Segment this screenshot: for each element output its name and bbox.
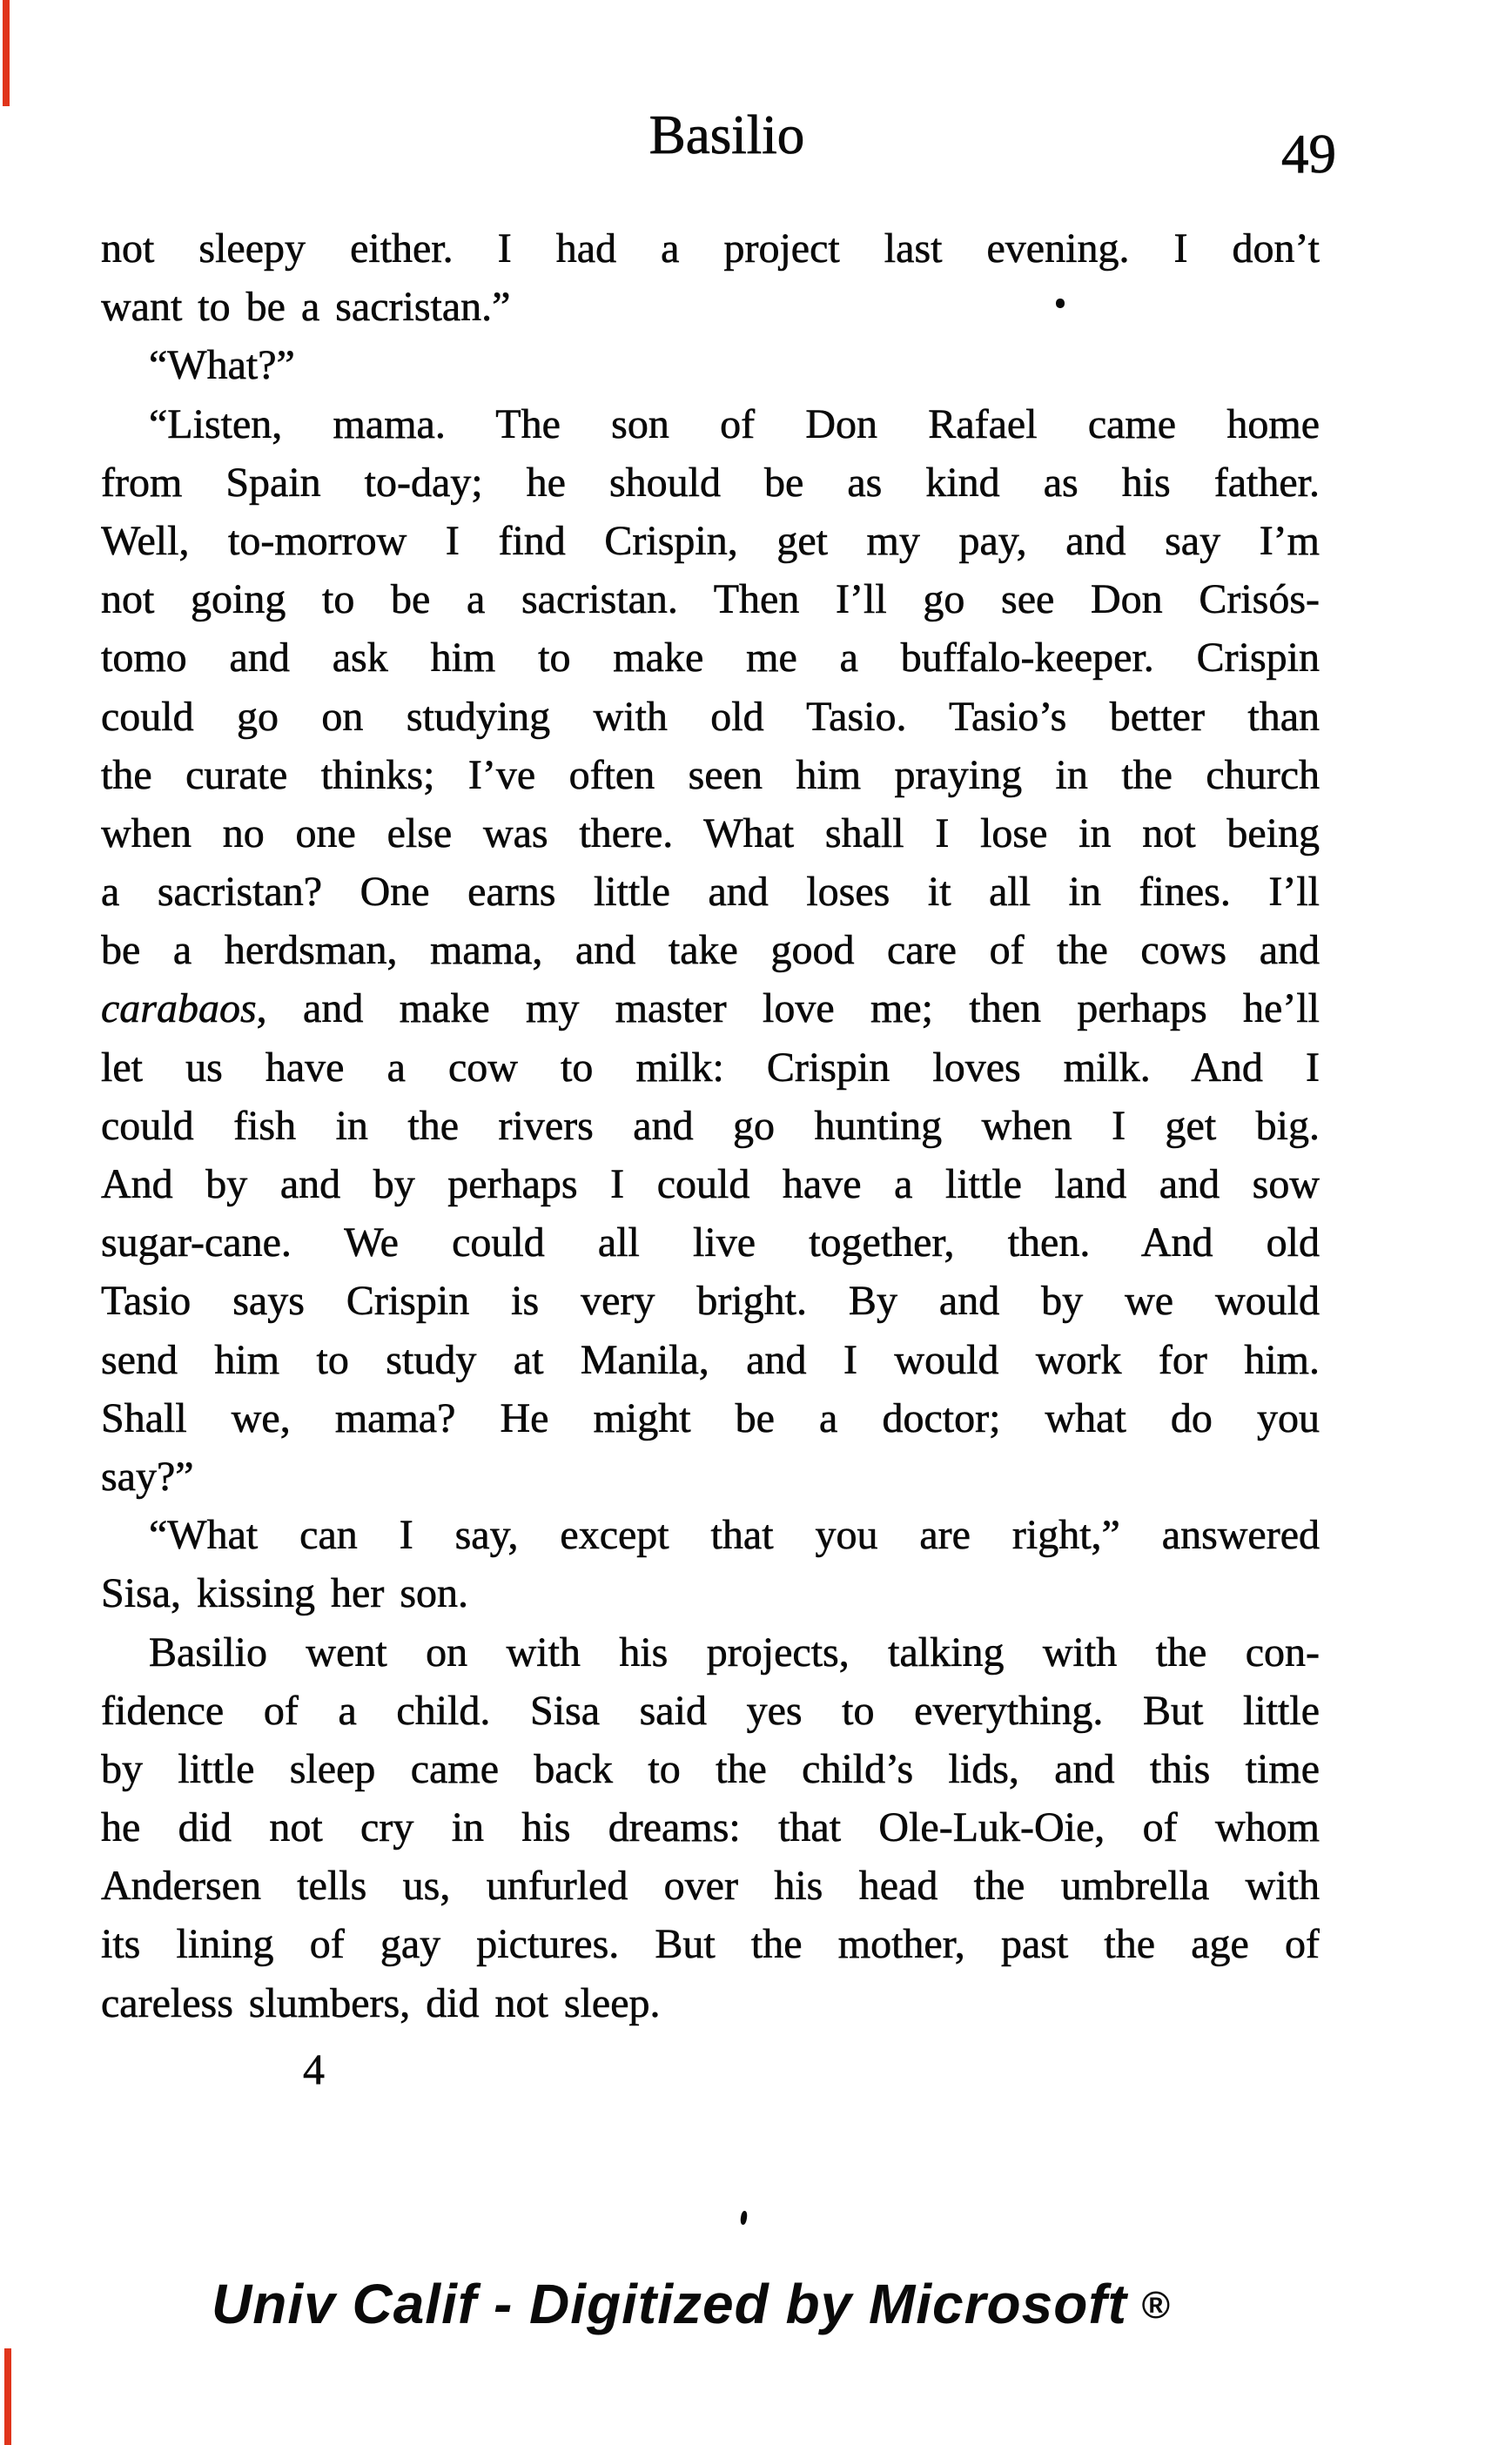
scan-edge-mark [4,2348,11,2445]
text-line [101,1798,1320,1857]
text-line [101,746,1320,804]
text-line [101,1915,1320,1973]
text-segment: a sacristan? One earns little and loses it all in fines. I’ll [101,869,1320,916]
text-segment: sugar-cane. We could all live together, then. And old [101,1219,1320,1266]
text-line [101,453,1320,512]
body-text [101,219,1320,2032]
footer-credit-text: Univ Calif - Digitized by Microsoft [212,2273,1127,2335]
text-segment: “What?” [149,342,295,389]
text-line [101,688,1320,746]
text-line [101,278,1320,336]
text-segment: Tasio says Crispin is very bright. By and by we would [101,1278,1320,1325]
text-segment: And by and by perhaps I could have a little land and sow [101,1161,1320,1207]
text-line [101,219,1320,278]
text-segment: by little sleep came back to the child’s lids, and this time [101,1745,1320,1792]
text-line [101,1740,1320,1798]
text-segment: the curate thinks; I’ve often seen him praying in the church [101,751,1320,798]
text-segment: fidence of a child. Sisa said yes to everything. But little [101,1687,1320,1734]
text-line [101,1272,1320,1330]
text-segment: let us have a cow to milk: Crispin loves milk. And I [101,1044,1320,1091]
page-title: Basilio [648,104,805,165]
text-line [101,921,1320,979]
text-line [101,1038,1320,1097]
text-segment: Andersen tells us, unfurled over his head the umbrella with [101,1863,1320,1910]
registered-trademark-icon: ® [1140,2284,1171,2327]
text-segment: be a herdsman, mama, and take good care of the cows and [101,927,1320,974]
text-segment: “Listen, mama. The son of Don Rafael came home [149,400,1320,447]
footer-credit [212,2274,1170,2334]
text-segment: Shall we, mama? He might be a doctor; what do you [101,1394,1320,1441]
text-segment: want to be a sacristan.” [101,284,511,331]
text-line [101,512,1320,570]
text-segment: when no one else was there. What shall I lose in not being [101,809,1320,856]
text-line [101,1857,1320,1915]
text-segment: not going to be a sacristan. Then I’ll go see Don Crisós- [101,576,1320,623]
ink-speck [1056,299,1065,308]
text-segment: could fish in the rivers and go hunting when I get big. [101,1102,1320,1149]
text-line [101,1448,1320,1506]
ink-speck [740,2211,748,2226]
text-segment: tomo and ask him to make me a buffalo-keeper. Crispin [101,635,1320,682]
text-line [101,1623,1320,1682]
text-segment: send him to study at Manila, and I would work for him. [101,1336,1320,1383]
text-segment: “What can I say, except that you are right,” answered [149,1512,1320,1559]
text-line [101,863,1320,921]
text-segment: its lining of gay pictures. But the mother, past the age of [101,1921,1320,1968]
text-line [101,1974,1320,2032]
text-line [101,628,1320,687]
text-line [101,570,1320,628]
text-line [101,804,1320,863]
text-segment: could go on studying with old Tasio. Tasio’s better than [101,693,1320,740]
text-segment: , and make my master love me; then perhaps he’ll [256,985,1320,1032]
text-segment: he did not cry in his dreams: that Ole-Luk-Oie, of whom [101,1804,1320,1851]
text-line [101,1331,1320,1389]
text-line [101,1682,1320,1740]
text-line [101,1564,1320,1622]
text-line [101,395,1320,453]
page-number: 49 [1281,124,1336,185]
text-segment: from Spain to-day; he should be as kind as his father. [101,459,1320,506]
text-segment: Basilio went on with his projects, talking with the con- [149,1629,1320,1676]
text-segment: not sleepy either. I had a project last evening. I don’t [101,225,1320,272]
scan-edge-mark [3,0,10,106]
text-line [101,1506,1320,1564]
signature-mark: 4 [303,2045,325,2093]
italic-word: carabaos [101,985,257,1032]
text-line [101,1155,1320,1213]
text-segment: say?” [101,1453,194,1500]
text-line [101,1389,1320,1448]
text-line [101,1097,1320,1155]
text-segment: Sisa, kissing her son. [101,1570,469,1617]
text-line [101,979,1320,1038]
text-line [101,1213,1320,1272]
text-segment: Well, to-morrow I find Crispin, get my pay, and say I’m [101,517,1320,564]
text-line [101,336,1320,394]
text-segment: careless slumbers, did not sleep. [101,1979,661,2026]
